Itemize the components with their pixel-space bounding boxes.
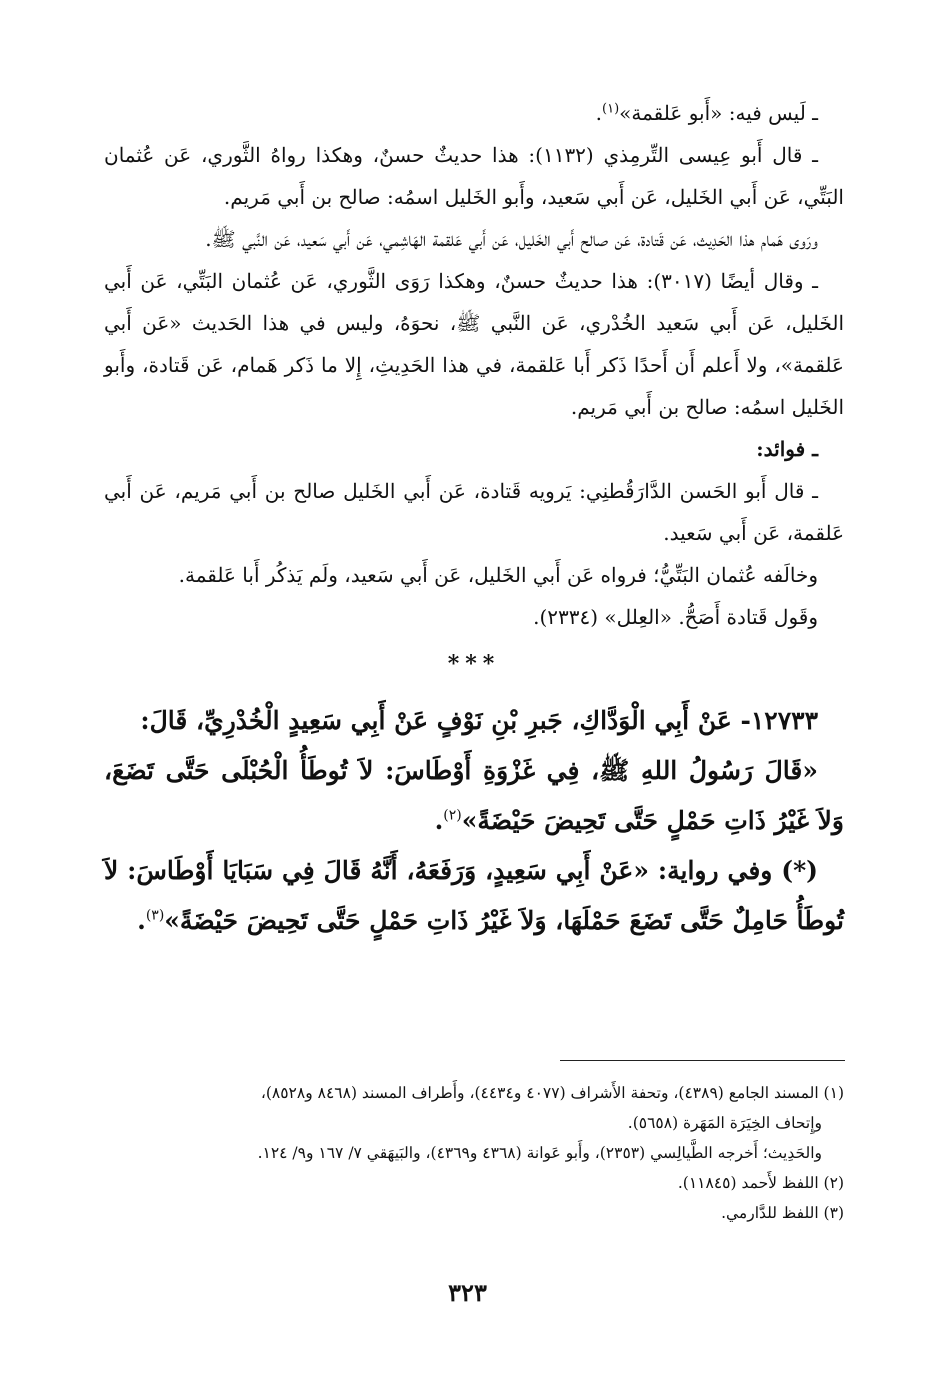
- footnote-ref: (٣): [145, 907, 165, 924]
- page-number: ٣٢٣: [448, 1278, 487, 1307]
- footnotes: [104, 1078, 844, 1228]
- footnote-1-continued: وإِتحاف الخِيَرَة المَهَرة (٥٦٥٨).: [627, 1114, 822, 1132]
- footnote-1-sources: والحَدِيث؛ أَخرجه الطَّيالِسي (٢٣٥٣)، وأَبو عَوانة (٤٣٦٨ و٤٣٦٩)، والبَيهَقي ٧/ ١٦٧ و٩/ ١٢٤.: [257, 1144, 822, 1162]
- paragraph: ـ وقال أيضًا (٣٠١٧): هذا حديثٌ حسنٌ، وهكذا رَوَى الثَّوري، عَن عُثمان البَتِّي، عَن أَبي الخَليل، عَن أَبي سَعيد الخُدْري، عَن النَّبي ﷺ، نحوَهُ، وليس في هذا الحَديث «عَن أَبي عَلقمة»، ولا أَعلم أَن أَحدًا ذَكر أَبا عَلقمة، في هذا الحَدِيثِ، إِلا ما ذَكر هَمام، عَن قَتادة، وأَبو الخَليل اسمُه: صالح بن أَبي مَريم.: [104, 269, 844, 419]
- page-body: [104, 92, 844, 946]
- footnote-3: (٣) اللفظ للدَّارمي.: [721, 1204, 844, 1222]
- hadith-riwaya: (*) وفي رواية: «عَنْ أَبِي سَعِيدٍ، وَرَفَعَهُ، أَنَّهُ قَالَ فِي سَبَايَا أَوْطَاسَ: لاَ تُوطَأُ حَامِلٌ حَتَّى تَضَعَ حَمْلَهَا، وَلاَ غَيْرُ ذَاتِ حَمْلٍ حَتَّى تَحِيضَ حَيْضَةً»$^{(٣)}$.: [104, 856, 844, 935]
- paragraph: ـ قال أَبو الحَسن الدَّارَقُطنِي: يَرويه قَتادة، عَن أَبي الخَليل صالح بن أَبي مَريم، عَن أَبي عَلقمة، عَن أَبي سَعيد.: [104, 479, 844, 545]
- paragraph: ـ قال أَبو عِيسى التِّرمِذي (١١٣٢): هذا حديثٌ حسنٌ، وهكذا رواهُ الثَّوري، عَن عُثمان البَتِّي، عَن أَبي الخَليل، عَن أَبي سَعيد، وأَبو الخَليل اسمُه: صالح بن أَبي مَريم.: [104, 143, 844, 209]
- hadith-heading: ١٢٧٣٣- عَنْ أَبِي الْوَدَّاكِ، جَبرِ بْنِ نَوْفٍ عَنْ أَبِي سَعِيدٍ الْخُدْرِيِّ، قَالَ:: [140, 706, 818, 735]
- text-line: ـ لَيس فيه: «أَبو عَلقمة»$^{(١)}$.: [595, 101, 818, 125]
- text-span: ـ لَيس فيه: «أَبو عَلقمة»: [619, 101, 818, 125]
- footnote-ref: (٢): [443, 807, 462, 824]
- text-span: (*) وفي رواية: «عَنْ أَبِي سَعِيدٍ، وَرَفَعَهُ، أَنَّهُ قَالَ فِي سَبَايَا أَوْطَاسَ: لاَ تُوطَأُ حَامِلٌ حَتَّى تَضَعَ حَمْلَهَا، وَلاَ غَيْرُ ذَاتِ حَمْلٍ حَتَّى تَحِيضَ حَيْضَةً»: [104, 856, 844, 935]
- footnote-1: (١) المسند الجامع (٤٣٨٩)، وتحفة الأَشراف (٤٠٧٧ و٤٤٣٤)، وأَطراف المسند (٨٤٦٨ و٨٥٢٨)،: [260, 1084, 844, 1102]
- text-span: «قَالَ رَسُولُ اللهِ ﷺ، فِي غَزْوَةِ أَوْطَاسَ: لاَ تُوطَأُ الْحُبْلَى حَتَّى تَضَعَ، وَلاَ غَيْرُ ذَاتِ حَمْلٍ حَتَّى تَحِيضَ حَيْضَةً»: [104, 756, 844, 835]
- section-heading: ـ فوائد:: [756, 437, 818, 461]
- paragraph: وخالَفه عُثمان البَتِّيُّ؛ فرواه عَن أَبي الخَليل، عَن أَبي سَعيد، ولَم يَذكُر أَبا عَلقمة.: [178, 563, 818, 587]
- paragraph: وقَول قَتادة أَصَحُّ. «العِلل» (٢٣٣٤).: [533, 605, 818, 629]
- footnote-ref: (١): [602, 101, 620, 117]
- hadith-text: «قَالَ رَسُولُ اللهِ ﷺ، فِي غَزْوَةِ أَوْطَاسَ: لاَ تُوطَأُ الْحُبْلَى حَتَّى تَضَعَ، وَلاَ غَيْرُ ذَاتِ حَمْلٍ حَتَّى تَحِيضَ حَيْضَةً»$^{(٢)}$.: [104, 756, 844, 835]
- paragraph: ورَوى هَمام هذا الحَدِيث، عَن قَتادة، عَن صالح أَبي الخَليل، عَن أَبي عَلقمة الهَاشِمي، عَن أَبي سَعيد، عَن النَّبي ﷺ.: [205, 227, 818, 251]
- footnote-2: (٢) اللفظ لأَحمد (١١٨٤٥).: [677, 1174, 844, 1192]
- footnote-divider: [560, 1060, 845, 1061]
- separator-stars: ***: [447, 651, 501, 677]
